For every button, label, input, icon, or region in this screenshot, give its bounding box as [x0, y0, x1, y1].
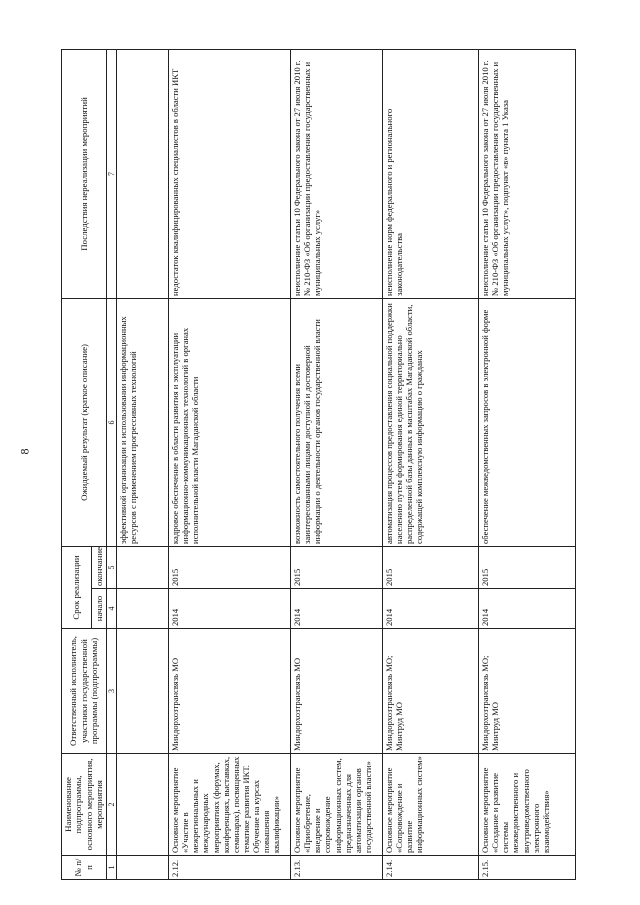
cell-result: автоматизация процессов предоставления социальной поддержки населению путем формирования единой территориально распределенной базы данных в масштабах Магаданской области, содержащей комплексную информацию о гражданах: [382, 298, 478, 546]
cell-start: 2014: [478, 589, 575, 629]
cell-start: 2014: [168, 589, 290, 629]
cell-num: 2.15.: [478, 856, 575, 880]
cell-executor: Миндорхозтрансвязь МО: [290, 629, 382, 754]
cell-num: 2.12.: [168, 856, 290, 880]
col-number: 2: [106, 754, 116, 856]
col-number: 1: [106, 856, 116, 880]
cell-name: Основное мероприятие «Сопровождение и развитие информационных систем»: [382, 754, 478, 856]
cell-end: 2015: [478, 546, 575, 588]
table-row: [168, 49, 290, 879]
cell-consequences: неисполнение статьи 10 Федерального закона от 27 июля 2010 г. № 210-ФЗ «Об организации предоставления государственных и муниципальных услуг», подпункт «в» пункта 1 Указа: [478, 49, 575, 298]
cell-end: 2015: [168, 546, 290, 588]
measures-table: [61, 49, 576, 880]
cell-result: эффективной организации и использовании информационных ресурсов с применением прогрессивных технологий: [116, 298, 168, 546]
cell-name: Основное мероприятие «Участие в межрегиональных и международных мероприятиях (форумах, конференциях, выставках, семинарах), посвященных тематике развития ИКТ. Обучение на курсах повышения квалификации»: [168, 754, 290, 856]
col-number: 5: [106, 546, 116, 588]
cell-start: 2014: [382, 589, 478, 629]
cell-consequences: недостаток квалифицированных специалистов в области ИКТ: [168, 49, 290, 298]
cell-result: кадровое обеспечение в области развития и эксплуатации информационно-коммуникационных технологий в органах исполнительной власти Магаданской области: [168, 298, 290, 546]
header-executor: Ответственный исполнитель, участники государственной программы (подпрограммы): [62, 629, 107, 754]
header-name: Наименование подпрограммы, основного мероприятия, мероприятия: [62, 754, 107, 856]
cell-end: [116, 546, 168, 588]
header-end: окончание: [92, 546, 106, 588]
cell-executor: Миндорхозтрансвязь МО: [168, 629, 290, 754]
cell-executor: [116, 629, 168, 754]
rotated-page: [61, 50, 575, 880]
cell-num: 2.14.: [382, 856, 478, 880]
header-num: № п/п: [62, 856, 107, 880]
cell-num: 2.13.: [290, 856, 382, 880]
page-number: 8: [17, 448, 32, 455]
header-term: Срок реализации: [62, 546, 92, 628]
cell-executor: Миндорхозтрансвязь МО; Минтруд МО: [478, 629, 575, 754]
cell-consequences: [116, 49, 168, 298]
header-consequences: Последствия нереализации мероприятий: [62, 49, 107, 298]
header-start: начало: [92, 589, 106, 629]
cell-start: [116, 589, 168, 629]
cell-executor: Миндорхозтрансвязь МО; Минтруд МО: [382, 629, 478, 754]
header-result: Ожидаемый результат (краткое описание): [62, 298, 107, 546]
cell-num: [116, 856, 168, 880]
cell-end: 2015: [290, 546, 382, 588]
table-row: [478, 49, 575, 879]
cell-name: Основное мероприятие «Приобретение, внедрение и сопровождение информационных систем, предназначенных для автоматизации органов государственной власти»: [290, 754, 382, 856]
cell-start: 2014: [290, 589, 382, 629]
cell-result: возможность самостоятельного получения всеми заинтересованными лицами доступной и достоверной информации о деятельности органов государственной власти: [290, 298, 382, 546]
cell-consequences: неисполнение норм федерального и регионального законодательства: [382, 49, 478, 298]
col-number: 3: [106, 629, 116, 754]
col-number: 6: [106, 298, 116, 546]
cell-result: обеспечение межведомственных запросов в электронной форме: [478, 298, 575, 546]
table-row: [290, 49, 382, 879]
col-number: 7: [106, 49, 116, 298]
cell-consequences: неисполнение статьи 10 Федерального закона от 27 июля 2010 г. № 210-ФЗ «Об организации предоставления государственных и муниципальных услуг»: [290, 49, 382, 298]
cell-name: [116, 754, 168, 856]
cell-end: 2015: [382, 546, 478, 588]
cell-name: Основное мероприятие «Создание и развитие системы межведомственного и внутриведомственного электронного взаимодействия»: [478, 754, 575, 856]
table-row: [116, 49, 168, 879]
table-row: [382, 49, 478, 879]
col-number: 4: [106, 589, 116, 629]
